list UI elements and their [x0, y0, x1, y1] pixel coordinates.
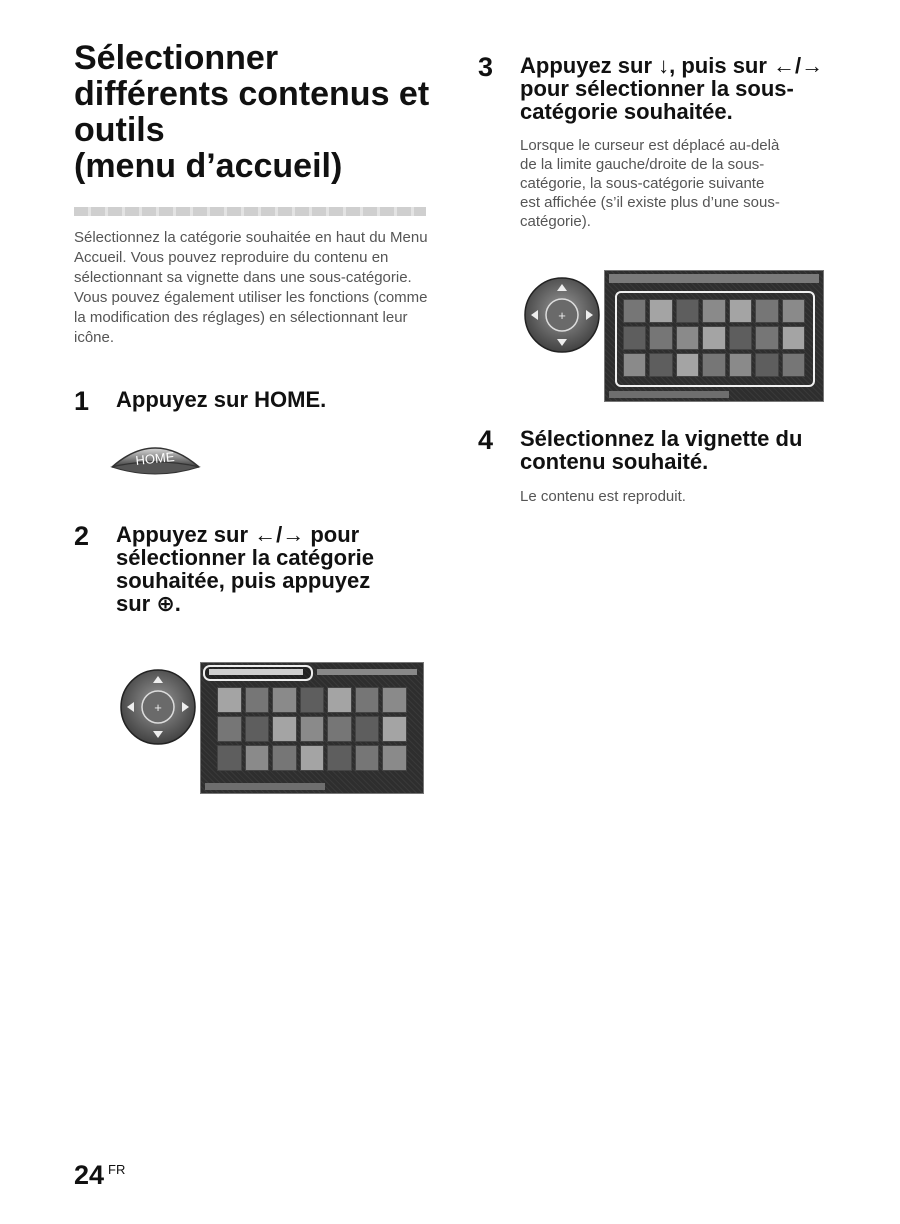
step-description-line: catégorie). [520, 213, 591, 230]
step-4 [478, 427, 858, 517]
step-description-line: est affichée (s’il existe plus d’une sous- [520, 194, 780, 211]
step-instruction [116, 388, 326, 411]
home-menu-screen-icon [604, 270, 824, 402]
step-instruction-line: contenu souhaité. [520, 449, 709, 474]
intro-paragraph: Sélectionnez la catégorie souhaitée en haut du Menu Accueil. Vous pouvez reproduire du contenu en sélectionnant sa vignette dans une sous-catégorie. Vous pouvez également utiliser les fonctions (comme la modification des réglages) en sélectionnant leur icône. [74, 229, 428, 346]
step-description-line: catégorie, la sous-catégorie suivante [520, 175, 765, 192]
step-description-line: Le contenu est reproduit. [520, 488, 686, 505]
step-number: 2 [74, 521, 90, 551]
step-number: 4 [478, 425, 494, 455]
step-description-line: de la limite gauche/droite de la sous- [520, 156, 765, 173]
home-menu-screen-icon [200, 662, 424, 794]
step-instruction [116, 523, 374, 615]
step-2 [74, 523, 454, 623]
step-1 [74, 388, 454, 428]
directional-pad-icon [522, 270, 602, 360]
step-number: 3 [478, 52, 494, 82]
step-instruction-line: pour sélectionner la sous- [520, 76, 794, 101]
home-button-label: HOME [134, 449, 176, 468]
page-title-line: différents contenus et [74, 75, 430, 113]
page-title [74, 40, 454, 184]
step-description [520, 136, 780, 231]
step-3 [478, 54, 858, 254]
step-instruction-line: Appuyez sur ←/→ pour [116, 522, 360, 547]
step-instruction-line: souhaitée, puis appuyez [116, 568, 371, 593]
step-instruction-line: Sélectionnez la vignette du [520, 426, 803, 451]
step-instruction [520, 427, 802, 473]
page-title-line: outils [74, 111, 165, 149]
home-button-icon [108, 437, 203, 477]
step-number: 1 [74, 386, 90, 416]
directional-pad-icon [118, 662, 198, 752]
step-instruction-line: Appuyez sur ↓, puis sur ←/→ [520, 53, 824, 78]
step-description [520, 487, 686, 506]
step-instruction-line: catégorie souhaitée. [520, 99, 733, 124]
step-instruction-line: Appuyez sur HOME. [116, 387, 327, 412]
step-description-line: Lorsque le curseur est déplacé au-delà [520, 137, 780, 154]
step-instruction-line: sélectionner la catégorie [116, 545, 374, 570]
title-divider [74, 207, 426, 216]
svg-text:+: + [558, 308, 566, 323]
step-instruction-line: sur ⊕. [116, 591, 181, 616]
step-instruction [520, 54, 823, 123]
svg-text:+: + [154, 700, 162, 715]
page-title-line: (menu d’accueil) [74, 147, 343, 185]
page-number: 24 [74, 1160, 105, 1190]
page-title-line: Sélectionner [74, 39, 279, 77]
page-language-code: FR [108, 1162, 126, 1177]
